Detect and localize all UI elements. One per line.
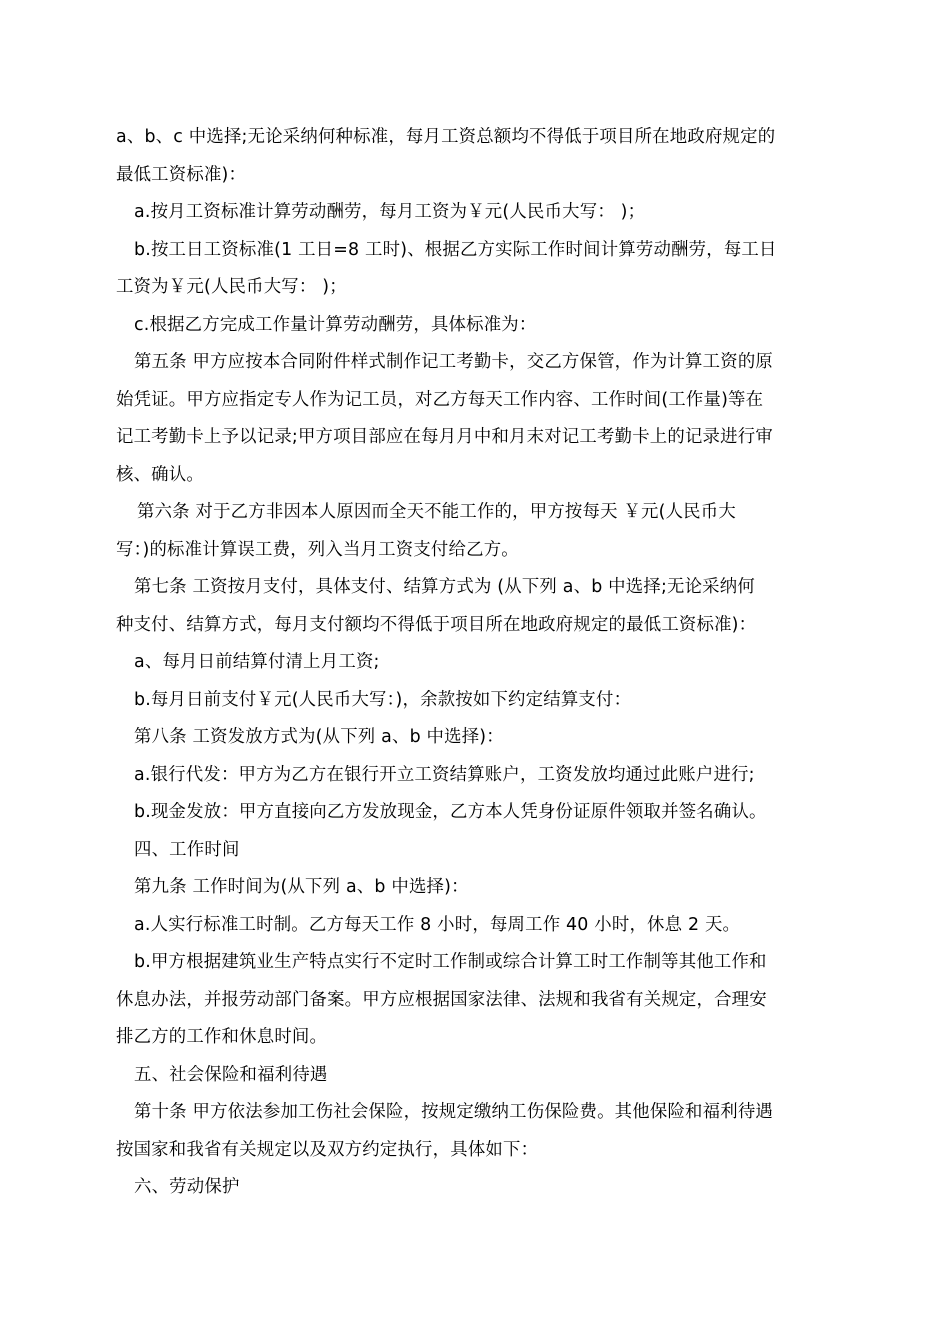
text-line: 始凭证。甲方应指定专人作为记工员，对乙方每天工作内容、工作时间(工作量)等在: [116, 389, 764, 410]
article-10-heading-line: 第十条 甲方依法参加工伤社会保险，按规定缴纳工伤保险费。其他保险和福利待遇: [134, 1102, 773, 1122]
text-line: b.甲方根据建筑业生产特点实行不定时工作制或综合计算工时工作制等其他工作和: [134, 952, 767, 972]
article-6-heading-line: 第六条 对于乙方非因本人原因而全天不能工作的，甲方按每天 ￥元(人民币大: [137, 502, 736, 522]
article-5-heading-line: 第五条 甲方应按本合同附件样式制作记工考勤卡，交乙方保管，作为计算工资的原: [134, 352, 773, 372]
text-line: b.现金发放：甲方直接向乙方发放现金，乙方本人凭身份证原件领取并签名确认。: [134, 802, 767, 822]
text-line: b.每月日前支付￥元(人民币大写：)，余款按如下约定结算支付：: [134, 689, 632, 710]
text-line: a.人实行标准工时制。乙方每天工作 8 小时，每周工作 40 小时，休息 2 天。: [134, 914, 741, 935]
text-line: 种支付、结算方式，每月支付额均不得低于项目所在地政府规定的最低工资标准)：: [116, 614, 757, 635]
section-4-heading: 四、工作时间: [134, 839, 240, 860]
document-body: [116, 119, 838, 1207]
text-line: a.按月工资标准计算劳动酬劳，每月工资为￥元(人民币大写： )；: [134, 202, 646, 222]
article-8-heading-line: 第八条 工资发放方式为(从下列 a、b 中选择)：: [134, 727, 504, 747]
text-line: b.按工日工资标准(1 工日=8 工时)、根据乙方实际工作时间计算劳动酬劳，每工日: [134, 239, 777, 260]
article-7-heading-line: 第七条 工资按月支付，具体支付、结算方式为 (从下列 a、b 中选择;无论采纳何: [134, 577, 755, 597]
text-line: 工资为￥元(人民币大写： )；: [116, 277, 347, 297]
text-line: a、每月日前结算付清上月工资;: [134, 652, 380, 672]
text-line: c.根据乙方完成工作量计算劳动酬劳，具体标准为：: [134, 314, 537, 335]
text-line: 核、确认。: [116, 464, 204, 485]
text-line: a、b、c 中选择;无论采纳何种标准，每月工资总额均不得低于项目所在地政府规定的: [116, 127, 776, 147]
text-line: 排乙方的工作和休息时间。: [116, 1027, 328, 1047]
article-9-heading-line: 第九条 工作时间为(从下列 a、b 中选择)：: [134, 877, 469, 897]
text-line: 最低工资标准)：: [116, 164, 247, 185]
section-6-heading: 六、劳动保护: [134, 1177, 240, 1197]
text-line: 记工考勤卡上予以记录;甲方项目部应在每月月中和月末对记工考勤卡上的记录进行审: [116, 427, 773, 447]
section-5-heading: 五、社会保险和福利待遇: [134, 1064, 328, 1085]
text-line: 休息办法，并报劳动部门备案。甲方应根据国家法律、法规和我省有关规定，合理安: [116, 989, 767, 1010]
text-line: 写：)的标准计算误工费，列入当月工资支付给乙方。: [116, 539, 519, 560]
text-line: 按国家和我省有关规定以及双方约定执行，具体如下：: [116, 1139, 539, 1160]
text-line: a.银行代发：甲方为乙方在银行开立工资结算账户，工资发放均通过此账户进行;: [134, 764, 755, 785]
